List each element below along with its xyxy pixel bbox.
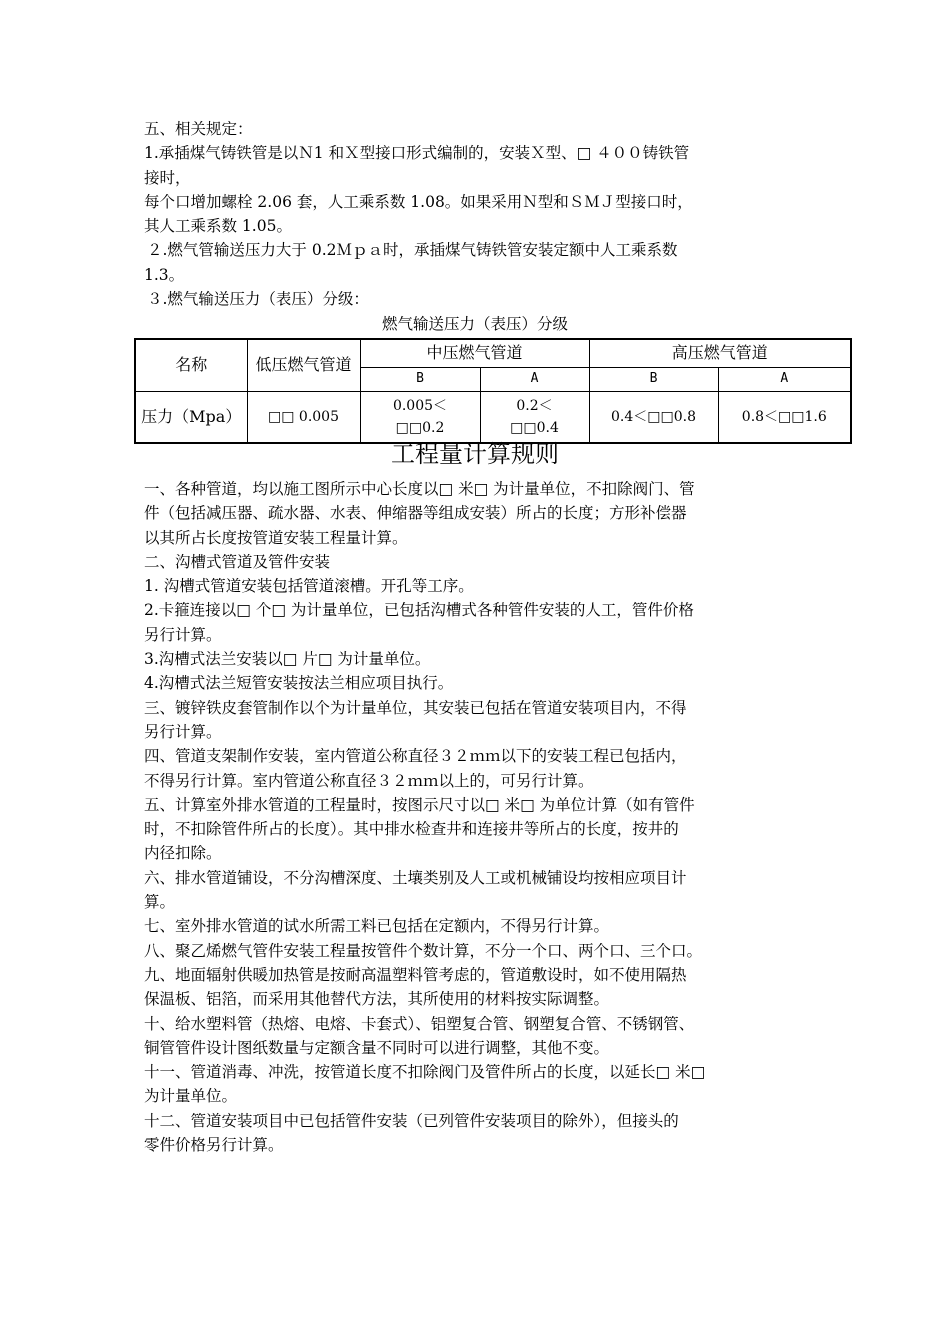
cell-mid-b-line2: □□0.2 <box>395 419 445 436</box>
cell-mid-b-line1: 0.005＜ <box>392 397 448 414</box>
rule-line: 以其所占长度按管道安装工程量计算。 <box>144 528 408 547</box>
header-name: 名称 <box>135 339 247 391</box>
cell-mid-b <box>360 391 480 443</box>
rule-line: 十一、管道消毒、冲洗，按管道长度不扣除阀门及管件所占的长度，以延长□ 米□ <box>144 1063 706 1082</box>
cell-high-a: 0.8＜□□1.6 <box>718 391 851 443</box>
rules-heading: 工程量计算规则 <box>391 440 559 468</box>
header-mid-b: B <box>360 367 480 391</box>
header-high-a: A <box>718 367 851 391</box>
cell-high-b: 0.4＜□□0.8 <box>589 391 718 443</box>
table-row <box>135 391 851 443</box>
rule-line: 不得另行计算。室内管道公称直径３２ｍｍ以上的，可另行计算。 <box>144 771 594 790</box>
rule-line: 十、给水塑料管（热熔、电熔、卡套式）、铝塑复合管、钢塑复合管、不锈钢管、 <box>144 1014 695 1033</box>
rule-line: 零件价格另行计算。 <box>144 1136 284 1155</box>
cell-low: □□ 0.005 <box>247 391 360 443</box>
text-line: 其人工乘系数 1.05。 <box>144 217 292 236</box>
header-high-pressure: 高压燃气管道 <box>589 339 851 367</box>
text-line: 1.承插煤气铸铁管是以Ｎ1 和Ｘ型接口形式编制的，安装Ｘ型、□ ４００铸铁管 <box>144 144 690 163</box>
row-label: 压力（Mpa） <box>135 391 247 443</box>
rule-line: 另行计算。 <box>144 722 222 741</box>
rule-line: 五、计算室外排水管道的工程量时，按图示尺寸以□ 米□ 为单位计算（如有管件 <box>144 795 695 814</box>
header-high-b: B <box>589 367 718 391</box>
cell-mid-a-line1: 0.2＜ <box>516 397 553 414</box>
section-title: 五、相关规定： <box>144 120 253 138</box>
text-line: ３.燃气输送压力（表压）分级： <box>147 290 369 309</box>
header-mid-a: A <box>480 367 589 391</box>
header-mid-pressure: 中压燃气管道 <box>360 339 589 367</box>
rule-line: 4.沟槽式法兰短管安装按法兰相应项目执行。 <box>144 674 454 693</box>
rule-line: 八、聚乙烯燃气管件安装工程量按管件个数计算，不分一个口、两个口、三个口。 <box>144 941 703 960</box>
rule-line: 另行计算。 <box>144 625 222 644</box>
rule-line: 七、室外排水管道的试水所需工料已包括在定额内，不得另行计算。 <box>144 917 610 936</box>
text-line: 1.3。 <box>144 265 185 284</box>
rule-line: 保温板、铝箔，而采用其他替代方法，其所使用的材料按实际调整。 <box>144 990 610 1009</box>
rule-line: 2.卡箍连接以□ 个□ 为计量单位，已包括沟槽式各种管件安装的人工，管件价格 <box>144 601 694 620</box>
rule-line: 内径扣除。 <box>144 844 222 863</box>
rule-line: 三、镀锌铁皮套管制作以个为计量单位，其安装已包括在管道安装项目内，不得 <box>144 698 687 717</box>
rule-line: 一、各种管道，均以施工图所示中心长度以□ 米□ 为计量单位，不扣除阀门、管 <box>144 480 695 498</box>
text-line: ２.燃气管输送压力大于 0.2Ｍｐａ时，承插煤气铸铁管安装定额中人工乘系数 <box>147 241 678 260</box>
cell-mid-a-line2: □□0.4 <box>510 419 559 436</box>
rule-line: 为计量单位。 <box>144 1087 238 1106</box>
rule-line: 二、沟槽式管道及管件安装 <box>144 552 331 571</box>
rule-line: 四、管道支架制作安装，室内管道公称直径３２ｍｍ以下的安装工程已包括内， <box>144 747 687 766</box>
rule-line: 十二、管道安装项目中已包括管件安装（已列管件安装项目的除外），但接头的 <box>144 1111 679 1130</box>
text-line: 接时， <box>144 168 191 187</box>
cell-mid-a <box>480 391 589 443</box>
section-related-rules <box>144 117 812 311</box>
header-low-pressure: 低压燃气管道 <box>247 339 360 391</box>
pressure-table <box>134 338 852 444</box>
table-caption: 燃气输送压力（表压）分级 <box>381 315 568 333</box>
rule-line: 算。 <box>144 893 176 912</box>
rules-body <box>144 477 812 1157</box>
text-line: 每个口增加螺栓 2.06 套，人工乘系数 1.08。如果采用Ｎ型和ＳＭＪ型接口时， <box>144 192 693 211</box>
rule-line: 九、地面辐射供暖加热管是按耐高温塑料管考虑的，管道敷设时，如不使用隔热 <box>144 965 687 984</box>
rule-line: 时，不扣除管件所占的长度）。其中排水检查井和连接井等所占的长度，按井的 <box>144 820 679 839</box>
rule-line: 六、排水管道铺设，不分沟槽深度、土壤类别及人工或机械铺设均按相应项目计 <box>144 868 687 887</box>
rule-line: 3.沟槽式法兰安装以□ 片□ 为计量单位。 <box>144 650 431 669</box>
rule-line: 1. 沟槽式管道安装包括管道滚槽。开孔等工序。 <box>144 577 474 596</box>
rule-line: 铜管管件设计图纸数量与定额含量不同时可以进行调整，其他不变。 <box>144 1038 610 1057</box>
rule-line: 件（包括减压器、疏水器、水表、伸缩器等组成安装）所占的长度；方形补偿器 <box>144 504 687 523</box>
